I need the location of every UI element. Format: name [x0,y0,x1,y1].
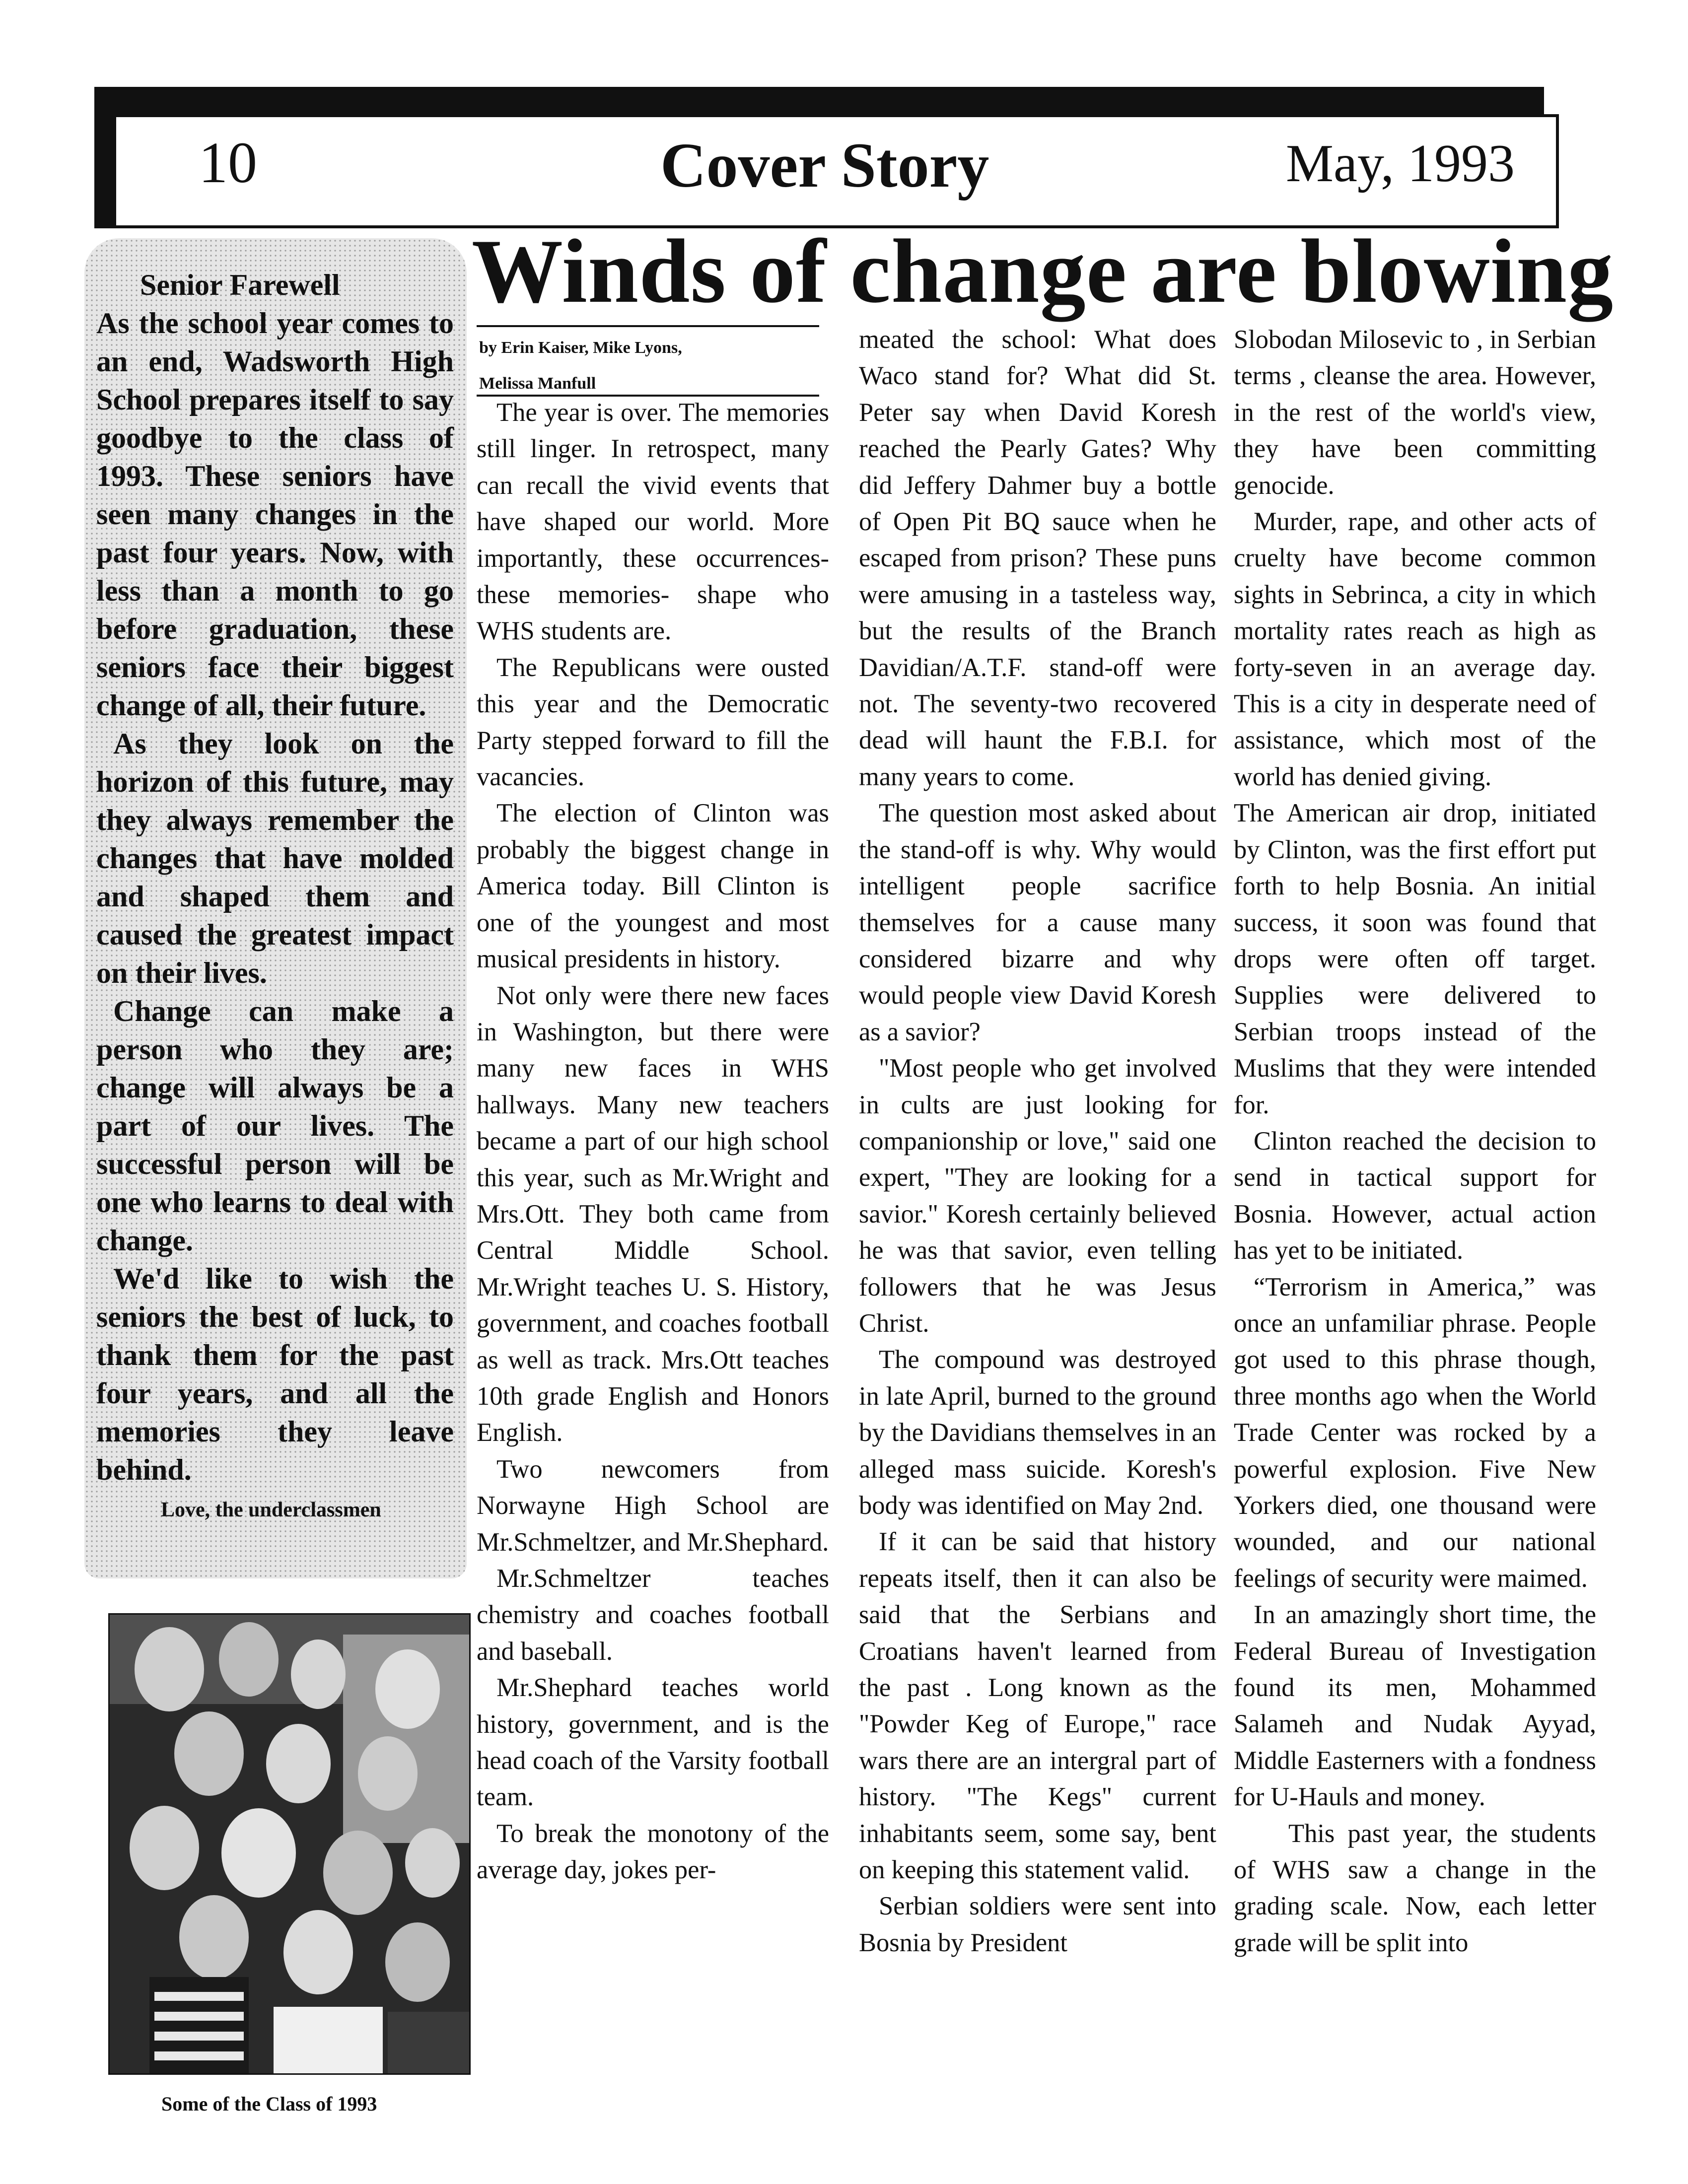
sidebar-paragraph: As the school year comes to an end, Wadsworth High School prepares itself to say goodbye to the class of 1993. These seniors have seen many changes in the past four years. Now, with less than a month to go before graduation, these seniors face their biggest change of all, their future. [96,307,454,722]
class-photo-image [110,1615,471,2075]
issue-date: May, 1993 [1286,134,1515,193]
byline-line: Melissa Manfull [479,374,596,393]
byline-top-rule [477,325,819,327]
article-paragraph: Not only were there new faces in Washington, but there were many new faces in WHS hallways. Many new teachers became a part of our high school this year, such as Mr.Wright and Mrs.Ott. They both came from Central Middle School. Mr.Wright teaches U. S. History, government, and coaches football as well as track. Mrs.Ott teaches 10th grade English and Honors English. [477,981,829,1447]
byline-line: by Erin Kaiser, Mike Lyons, [479,339,682,357]
headline: Winds of change are blowing [472,220,1614,322]
article-paragraph: To break the monotony of the average day, jokes per- [477,1819,829,1885]
class-photo [108,1613,471,2075]
article-paragraph: If it can be said that history repeats itself, then it can also be said that the Serbians and Croatians haven't learned from the past . Long known as the "Powder Keg of Europe," race wars there are an intergral part of history. "The Kegs" current inhabitants seem, some say, bent on keeping this statement valid. [859,1527,1216,1885]
article-paragraph: Mr.Schmeltzer teaches chemistry and coaches football and baseball. [477,1564,829,1666]
page-number: 10 [199,130,257,195]
article-column-3 [1234,322,1596,2084]
sidebar-paragraph: Change can make a person who they are; change will always be a part of our lives. The successful person will be one who learns to deal with change. [96,995,454,1257]
senior-farewell-sidebar [84,238,467,1578]
article-paragraph: meated the school: What does Waco stand for? What did St. Peter say when David Koresh reached the Pearly Gates? Why did Jeffery Dahmer buy a bottle of Open Pit BQ sauce when he escaped from prison? These puns were amusing in a tasteless way, but the results of the Branch Davidian/A.T.F. stand-off were not. The seventy-two recovered dead will haunt the F.B.I. for many years to come. [859,325,1216,791]
article-paragraph: Clinton reached the decision to send in tactical support for Bosnia. However, actual action has yet to be initiated. [1234,1126,1596,1265]
article-paragraph: In an amazingly short time, the Federal Bureau of Investigation found its men, Mohammed Salameh and Nudak Ayyad, Middle Easterners with a fondness for U-Hauls and money. [1234,1600,1596,1812]
byline [479,330,822,402]
article-paragraph: "Most people who get involved in cults are just looking for companionship or love," said one expert, "They are looking for a savior." Koresh certainly believed he was that savior, even telling followers that he was Jesus Christ. [859,1054,1216,1338]
article-paragraph: Murder, rape, and other acts of cruelty have become common sights in Sebrinca, a city in which mortality rates reach as high as forty-seven in an average day. This is a city in desperate need of assistance, which most of the world has denied giving. [1234,507,1596,791]
article-column-2 [859,322,1216,2084]
article-paragraph: The Republicans were ousted this year and the Democratic Party stepped forward to fill the vacancies. [477,653,829,792]
sidebar-title: Senior Farewell [140,269,340,301]
photo-caption: Some of the Class of 1993 [161,2093,377,2115]
article-paragraph: The compound was destroyed in late April, burned to the ground by the Davidians themselves in an alleged mass suicide. Koresh's body was identified on May 2nd. [859,1345,1216,1520]
sidebar-paragraph: We'd like to wish the seniors the best of luck, to thank them for the past four years, and all the memories they leave behind. [96,1262,454,1486]
article-paragraph: Mr.Shephard teaches world history, government, and is the head coach of the Varsity football team. [477,1673,829,1812]
article-paragraph: The year is over. The memories still linger. In retrospect, many can recall the vivid events that have shaped our world. More importantly, these occurrences- these memories- shape who WHS students are. [477,398,829,646]
sidebar-paragraph: As they look on the horizon of this future, may they always remember the changes that have molded and shaped them and caused the greatest impact on their lives. [96,727,454,989]
section-name: Cover Story [660,130,989,201]
article-paragraph: “Terrorism in America,” was once an unfamiliar phrase. People got used to this phrase though, three months ago when the World Trade Center was rocked by a powerful explosion. Five New Yorkers died, one thousand were wounded, and our national feelings of security were maimed. [1234,1272,1596,1593]
article-paragraph: Slobodan Milosevic to , in Serbian terms , cleanse the area. However, in the rest of the world's view, they have been committing genocide. [1234,325,1596,500]
article-paragraph: This past year, the students of WHS saw a change in the grading scale. Now, each letter grade will be split into [1234,1819,1596,1957]
sidebar-signature: Love, the underclassmen [161,1499,381,1521]
article-paragraph: Serbian soldiers were sent into Bosnia by President [859,1892,1216,1957]
header-top-rule [94,87,1544,117]
article-column-1 [477,395,829,2102]
article-paragraph: The election of Clinton was probably the biggest change in America today. Bill Clinton is one of the youngest and most musical presidents in history. [477,799,829,974]
article-paragraph: The question most asked about the stand-off is why. Why would intelligent people sacrifice themselves for a cause many considered bizarre and why would people view David Koresh as a savior? [859,799,1216,1046]
article-paragraph: The American air drop, initiated by Clinton, was the first effort put forth to help Bosnia. An initial success, it soon was found that drops were often off target. Supplies were delivered to Serbian troops instead of the Muslims that they were intended for. [1234,799,1596,1119]
article-paragraph: Two newcomers from Norwayne High School are Mr.Schmeltzer, and Mr.Shephard. [477,1454,829,1557]
